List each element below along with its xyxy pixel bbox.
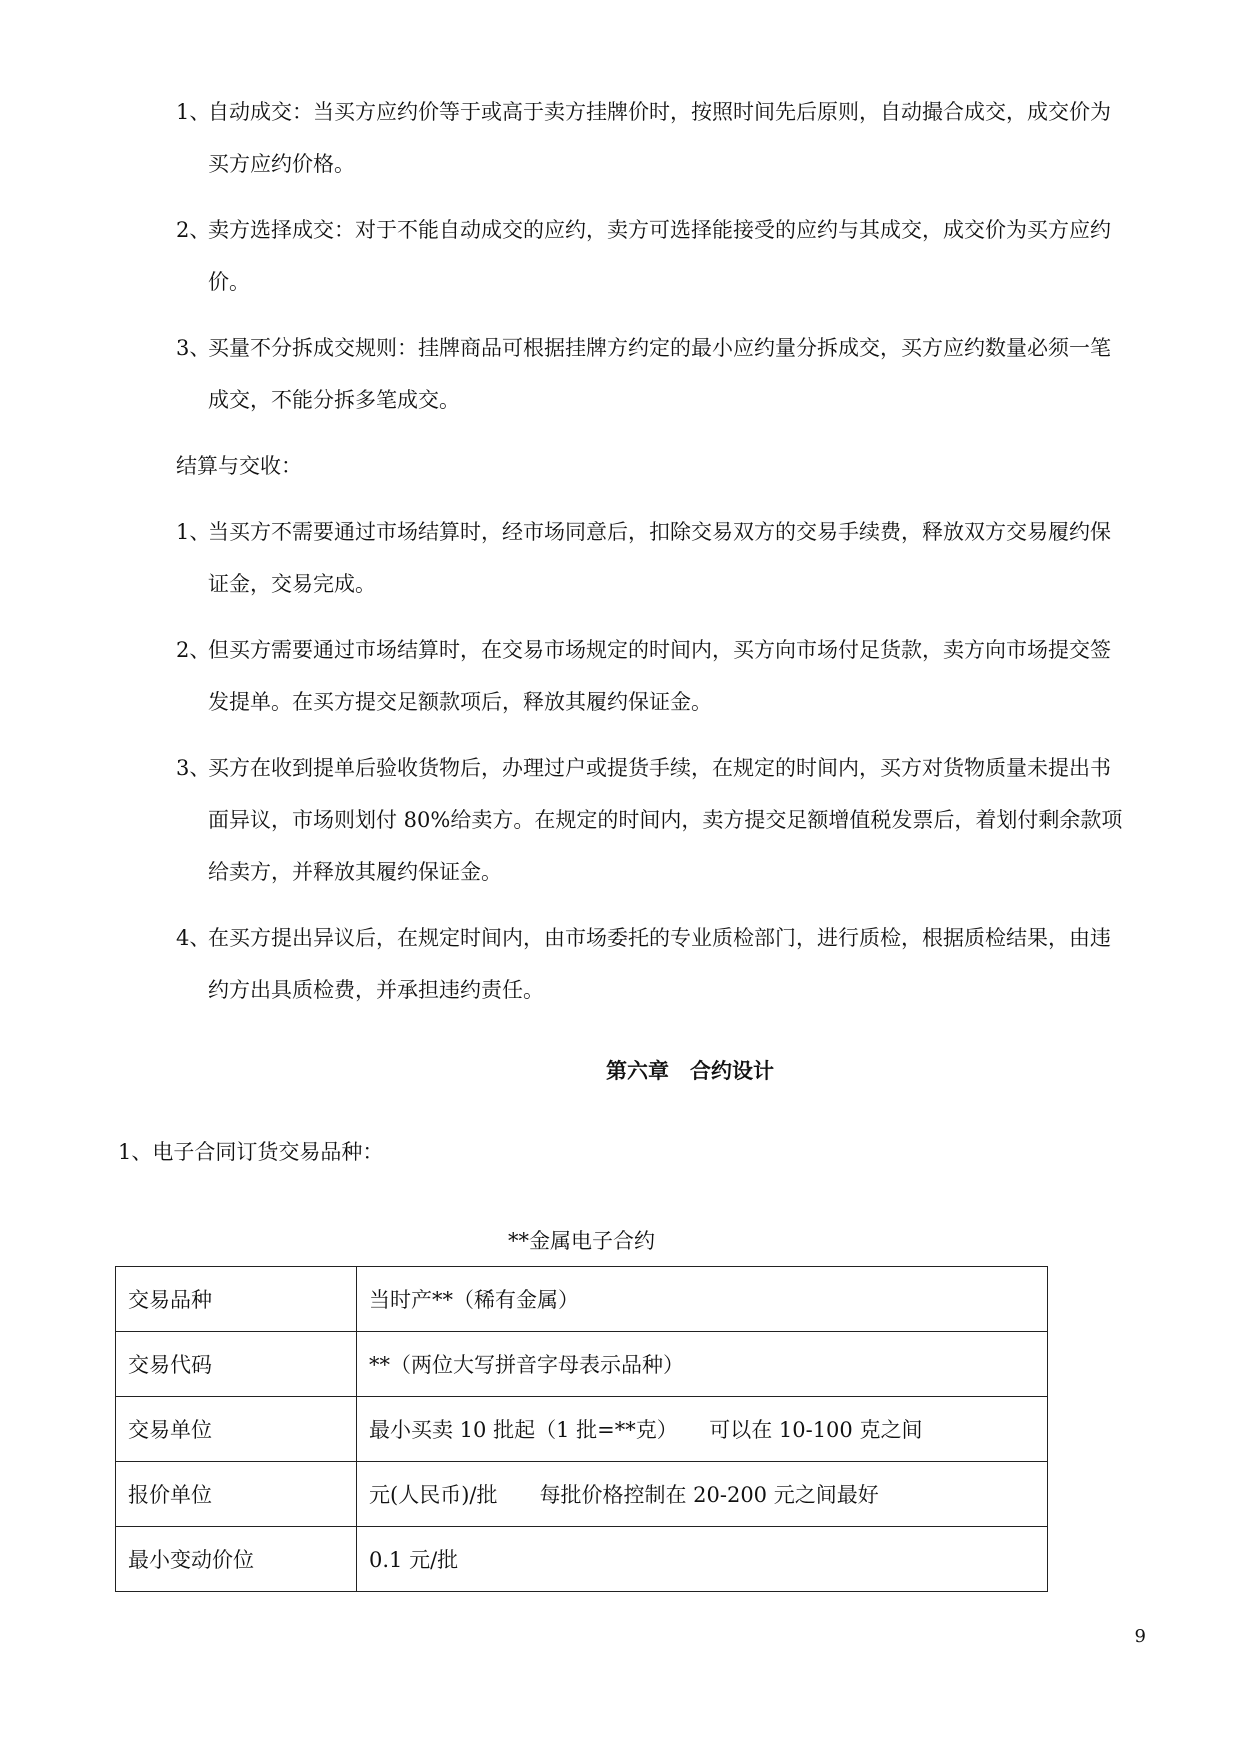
trade-rule-3-line1: 买量不分拆成交规则：挂牌商品可根据挂牌方约定的最小应约量分拆成交，买方应约数量必须一笔: [208, 336, 1111, 360]
table-caption: **金属电子合约: [508, 1229, 655, 1253]
trade-rule-1-num: 1、: [176, 100, 211, 124]
table-row: [116, 1267, 1048, 1332]
settlement-rule-1-num: 1、: [176, 520, 211, 544]
table-value-cell: 当时产**（稀有金属）: [357, 1267, 1048, 1332]
table-key-cell: 最小变动价位: [116, 1527, 357, 1592]
section-label: 1、电子合同订货交易品种：: [118, 1140, 384, 1164]
trade-rule-2-num: 2、: [176, 218, 211, 242]
table-key-cell: 交易品种: [116, 1267, 357, 1332]
settlement-title: 结算与交收：: [176, 454, 302, 478]
table-key-cell: 交易单位: [116, 1397, 357, 1462]
table-value-cell: 元(人民币)/批 每批价格控制在 20-200 元之间最好: [357, 1462, 1048, 1527]
table-row: [116, 1527, 1048, 1592]
chapter-heading: 第六章 合约设计: [606, 1059, 774, 1083]
table-value-cell: **（两位大写拼音字母表示品种）: [357, 1332, 1048, 1397]
settlement-rule-3-line3: 给卖方，并释放其履约保证金。: [208, 860, 502, 884]
table-row: [116, 1462, 1048, 1527]
table-row: [116, 1332, 1048, 1397]
trade-rule-2-line1: 卖方选择成交：对于不能自动成交的应约，卖方可选择能接受的应约与其成交，成交价为买方应约: [208, 218, 1111, 242]
trade-rule-2-line2: 价。: [208, 270, 250, 294]
settlement-rule-3-line1: 买方在收到提单后验收货物后，办理过户或提货手续，在规定的时间内，买方对货物质量未提出书: [208, 756, 1111, 780]
table-value-cell: 0.1 元/批: [357, 1527, 1048, 1592]
settlement-rule-2-line1: 但买方需要通过市场结算时，在交易市场规定的时间内，买方向市场付足货款，卖方向市场提交签: [208, 638, 1111, 662]
settlement-rule-3-num: 3、: [176, 756, 211, 780]
table-key-cell: 报价单位: [116, 1462, 357, 1527]
trade-rule-3-line2: 成交，不能分拆多笔成交。: [208, 388, 460, 412]
settlement-rule-1-line1: 当买方不需要通过市场结算时，经市场同意后，扣除交易双方的交易手续费，释放双方交易履约保: [208, 520, 1111, 544]
trade-rule-1-line1: 自动成交：当买方应约价等于或高于卖方挂牌价时，按照时间先后原则，自动撮合成交，成交价为: [208, 100, 1111, 124]
settlement-rule-4-line2: 约方出具质检费，并承担违约责任。: [208, 978, 544, 1002]
table-row: [116, 1397, 1048, 1462]
table-key-cell: 交易代码: [116, 1332, 357, 1397]
settlement-rule-4-num: 4、: [176, 926, 211, 950]
settlement-rule-1-line2: 证金，交易完成。: [208, 572, 376, 596]
settlement-rule-4-line1: 在买方提出异议后，在规定时间内，由市场委托的专业质检部门，进行质检，根据质检结果，由违: [208, 926, 1111, 950]
trade-rule-1-line2: 买方应约价格。: [208, 152, 355, 176]
settlement-rule-2-line2: 发提单。在买方提交足额款项后，释放其履约保证金。: [208, 690, 712, 714]
table-value-cell: 最小买卖 10 批起（1 批=**克） 可以在 10-100 克之间: [357, 1397, 1048, 1462]
settlement-rule-3-line2: 面异议，市场则划付 80%给卖方。在规定的时间内，卖方提交足额增值税发票后，着划付剩余款项: [208, 808, 1123, 832]
trade-rule-3-num: 3、: [176, 336, 211, 360]
settlement-rule-2-num: 2、: [176, 638, 211, 662]
contract-spec-table: [115, 1266, 1048, 1592]
page-number: 9: [1134, 1626, 1146, 1647]
